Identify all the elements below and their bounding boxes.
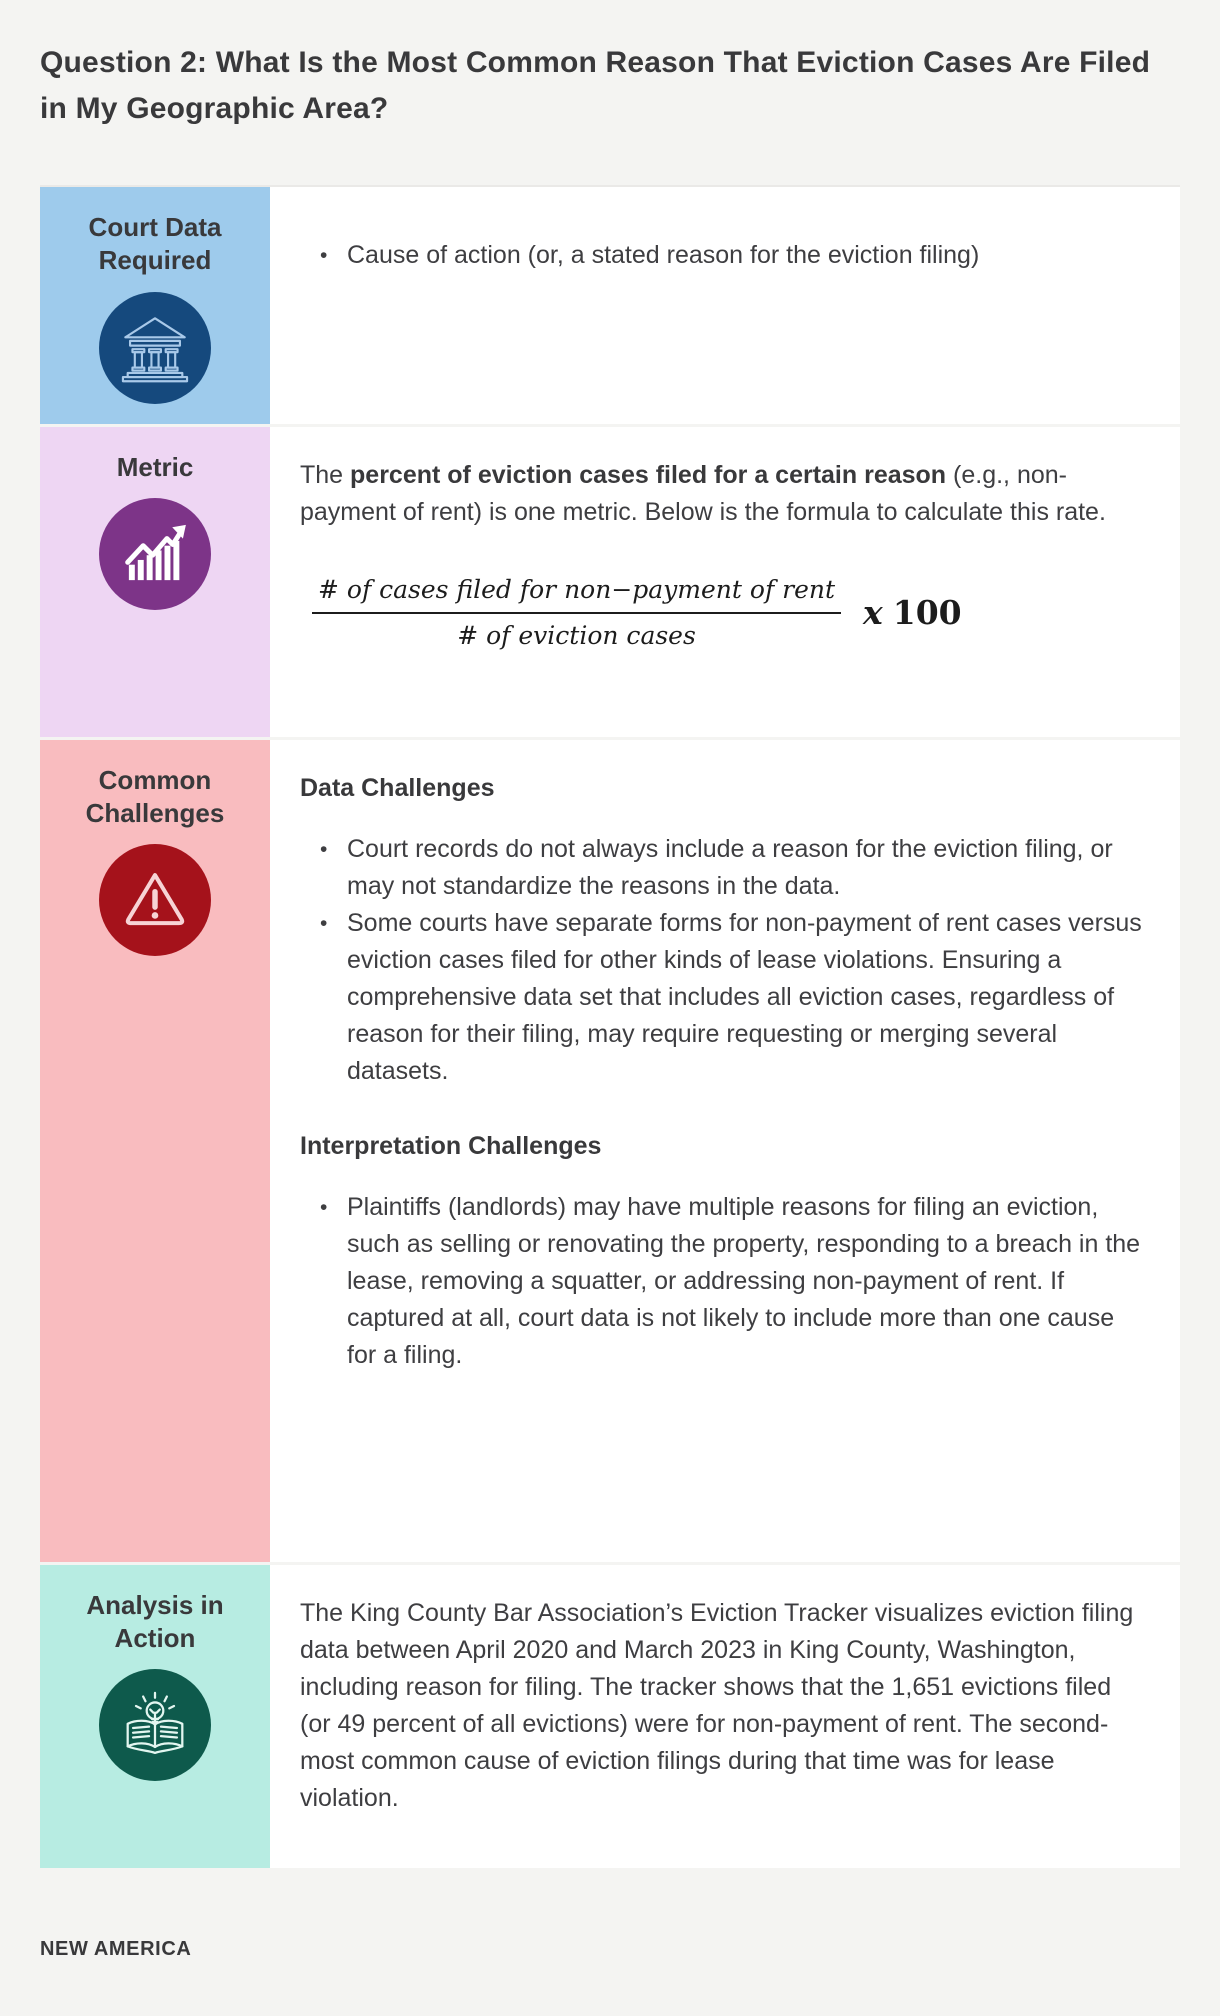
- content-cell-metric: [270, 427, 1180, 737]
- label-cell-common-challenges: [40, 740, 270, 1562]
- bullet-item: • Court records do not always include a reason for the eviction filing, or may not standardize the reasons in the data.: [318, 831, 1142, 905]
- label-cell-analysis: [40, 1565, 270, 1868]
- interpretation-challenges-section: [300, 1128, 1142, 1374]
- data-challenges-section: [300, 770, 1142, 1090]
- metric-formula: [312, 575, 1142, 651]
- content-cell-court-data: [270, 187, 1180, 424]
- row-metric: [40, 427, 1180, 737]
- row-analysis-in-action: [40, 1565, 1180, 1868]
- bullet-item: • Plaintiffs (landlords) may have multiple reasons for filing an eviction, such as selling or renovating the property, responding to a breach in the lease, removing a squatter, or addressing non-payment of rent. If captured at all, court data is not likely to include more than one cause for a filing.: [318, 1189, 1142, 1374]
- content-cell-analysis: [270, 1565, 1180, 1868]
- metric-intro-paragraph: The percent of eviction cases filed for a certain reason (e.g., non-payment of rent) is one metric. Below is the formula to calculate this rate.: [300, 460, 1106, 526]
- bar-chart-icon: [99, 498, 211, 610]
- row-label: Metric: [116, 451, 194, 482]
- metric-intro-bold: percent of eviction cases filed for a certain reason: [350, 460, 947, 489]
- label-cell-court-data: [40, 187, 270, 424]
- row-court-data-required: [40, 187, 1180, 424]
- warning-icon: [99, 844, 211, 956]
- formula-fraction: [312, 575, 841, 651]
- row-label: Common Challenges: [85, 764, 225, 828]
- row-common-challenges: [40, 740, 1180, 1562]
- row-label: Court Data Required: [88, 212, 222, 276]
- formula-multiplier: x 100: [863, 593, 962, 633]
- row-label: Analysis in Action: [86, 1589, 224, 1653]
- content-cell-common-challenges: [270, 740, 1180, 1562]
- label-cell-metric: [40, 427, 270, 737]
- interpretation-challenges-bullet-list: [318, 1189, 1142, 1374]
- section-heading: Interpretation Challenges: [300, 1131, 602, 1160]
- court-data-bullet-list: [318, 237, 1142, 274]
- bullet-item: • Cause of action (or, a stated reason for the eviction filing): [318, 237, 1142, 274]
- bullet-item: • Some courts have separate forms for non-payment of rent cases versus eviction cases filed for other kinds of lease violations. Ensuring a comprehensive data set that includes all eviction cases, regardless of reason for their filing, may require requesting or merging several datasets.: [318, 905, 1142, 1090]
- new-america-logo: NEW AMERICA: [40, 1938, 192, 1960]
- formula-numerator: # of cases filed for non−payment of rent: [312, 575, 841, 614]
- section-heading: Data Challenges: [300, 773, 495, 802]
- formula-denominator: # of eviction cases: [457, 620, 696, 650]
- qa-table: [40, 185, 1180, 1868]
- analysis-paragraph: The King County Bar Association’s Eviction Tracker visualizes eviction filing data between April 2020 and March 2023 in King County, Washington, including reason for filing. The tracker shows that the 1,651 evictions filed (or 49 percent of all evictions) were for non-payment of rent. The second-most common cause of eviction filings during that time was for lease violation.: [300, 1598, 1134, 1812]
- page-title: Question 2: What Is the Most Common Reason That Eviction Cases Are Filed in My Geographic Area?: [40, 46, 1151, 125]
- book-lightbulb-icon: [99, 1669, 211, 1781]
- data-challenges-bullet-list: [318, 831, 1142, 1090]
- courthouse-icon: [99, 292, 211, 404]
